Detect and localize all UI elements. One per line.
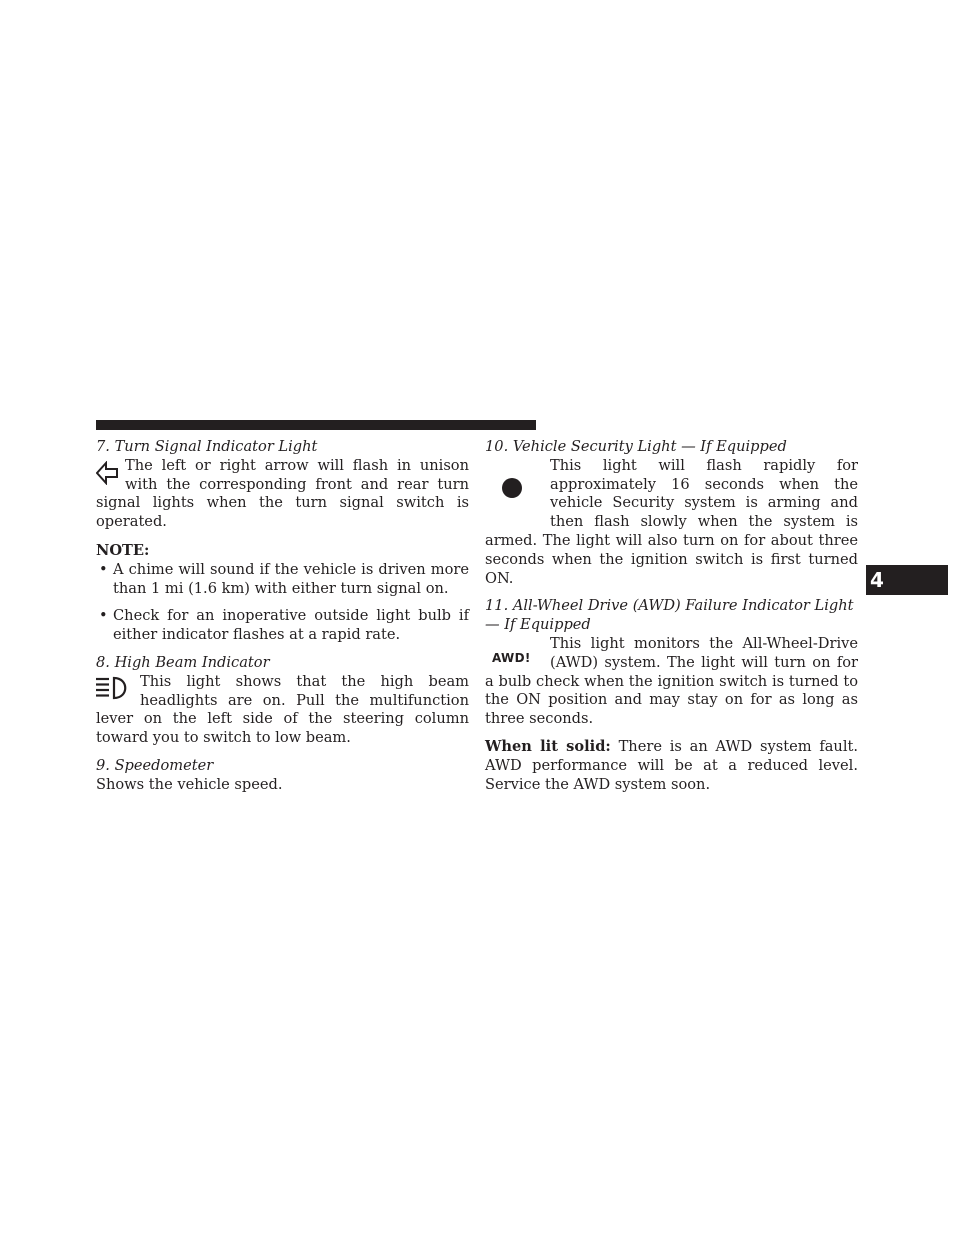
right-column: [485, 438, 858, 794]
section-top-rule: [96, 420, 536, 430]
turn-signal-body: The left or right arrow will flash in unison with the corresponding front and rear turn signal lights when the turn signal switch is operated.: [96, 456, 469, 531]
awd-body: This light monitors the All-Wheel-Drive (AWD) system. The light will turn on for a bulb check when the ignition switch is turned to the ON position and may stay on for as long as three seconds.: [485, 634, 858, 728]
awd-section: [485, 597, 858, 729]
speedometer-heading: 9. Speedometer: [96, 756, 214, 774]
high-beam-body: This light shows that the high beam headlights are on. Pull the multifunction lever on the left side of the steering column toward you to switch to low beam.: [96, 672, 469, 747]
turn-signal-arrow-icon: [96, 461, 119, 491]
awd-lit-paragraph: [485, 738, 858, 794]
turn-signal-section: [96, 438, 469, 532]
awd-lit-body: There is an AWD system fault. AWD performance will be at a reduced level. Service the AWD system soon.: [485, 737, 858, 793]
high-beam-section: [96, 654, 469, 748]
speedometer-section: [96, 757, 469, 795]
speedometer-body: Shows the vehicle speed.: [96, 775, 283, 793]
awd-warning-icon: AWD!: [492, 650, 531, 665]
awd-lit-label: When lit solid:: [485, 737, 611, 755]
security-section: [485, 438, 858, 588]
list-item: • Check for an inoperative outside light bulb if either indicator flashes at a rapid rate.: [99, 607, 469, 644]
chapter-tab: 4: [866, 565, 948, 595]
note-list: [96, 561, 469, 645]
left-column: [96, 438, 469, 804]
security-dot-icon: [485, 457, 542, 523]
turn-signal-heading: 7. Turn Signal Indicator Light: [96, 438, 318, 455]
high-beam-icon: [96, 676, 132, 706]
security-body: This light will flash rapidly for approximately 16 seconds when the vehicle Security system is arming and then flash slowly when the system is armed. The light will also turn on for about three seconds when the ignition switch is first turned ON.: [485, 456, 858, 587]
note-title: NOTE:: [96, 541, 150, 559]
list-item: • A chime will sound if the vehicle is driven more than 1 mi (1.6 km) with either turn signal on.: [99, 560, 469, 597]
high-beam-heading: 8. High Beam Indicator: [96, 653, 270, 671]
security-heading: 10. Vehicle Security Light — If Equipped: [485, 438, 787, 455]
awd-heading: 11. All-Wheel Drive (AWD) Failure Indicator Light — If Equipped: [485, 597, 854, 634]
